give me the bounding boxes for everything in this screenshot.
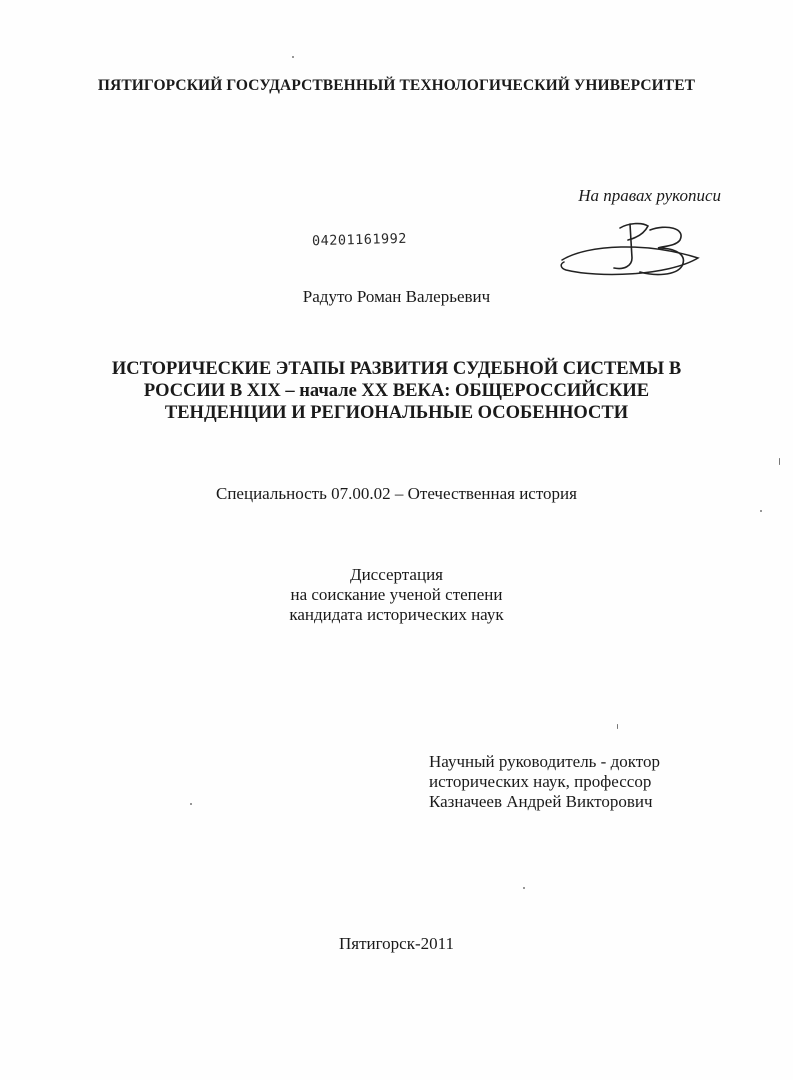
scientific-advisor <box>429 752 660 812</box>
scan-speck <box>523 887 525 889</box>
dissertation-title <box>0 358 793 424</box>
advisor-line: исторических наук, профессор <box>429 772 652 791</box>
title-line: ТЕНДЕНЦИИ И РЕГИОНАЛЬНЫЕ ОСОБЕННОСТИ <box>164 403 629 423</box>
manuscript-status: На правах рукописи <box>578 186 721 205</box>
advisor-line: Научный руководитель - доктор <box>429 752 660 771</box>
advisor-line: Казначеев Андрей Викторович <box>429 792 653 811</box>
scan-speck <box>190 803 192 805</box>
scan-speck <box>760 510 762 512</box>
scan-speck <box>779 458 780 465</box>
handwritten-signature <box>558 214 708 284</box>
city-year: Пятигорск-2011 <box>338 934 454 953</box>
title-line: РОССИИ В XIX – начале XX ВЕКА: ОБЩЕРОССИЙСКИЕ <box>143 381 650 401</box>
scan-speck <box>617 724 618 729</box>
scan-speck <box>292 56 294 58</box>
degree-line: кандидата исторических наук <box>289 605 504 624</box>
specialty: Специальность 07.00.02 – Отечественная история <box>216 484 577 503</box>
title-line: ИСТОРИЧЕСКИЕ ЭТАПЫ РАЗВИТИЯ СУДЕБНОЙ СИСТЕМЫ В <box>111 359 682 379</box>
degree-info <box>0 565 793 625</box>
stamp-number: 04201161992 <box>311 230 408 250</box>
author-name: Радуто Роман Валерьевич <box>302 287 491 306</box>
degree-line: Диссертация <box>349 565 443 584</box>
degree-line: на соискание ученой степени <box>290 585 503 604</box>
university-name: ПЯТИГОРСКИЙ ГОСУДАРСТВЕННЫЙ ТЕХНОЛОГИЧЕСКИЙ УНИВЕРСИТЕТ <box>97 77 696 94</box>
